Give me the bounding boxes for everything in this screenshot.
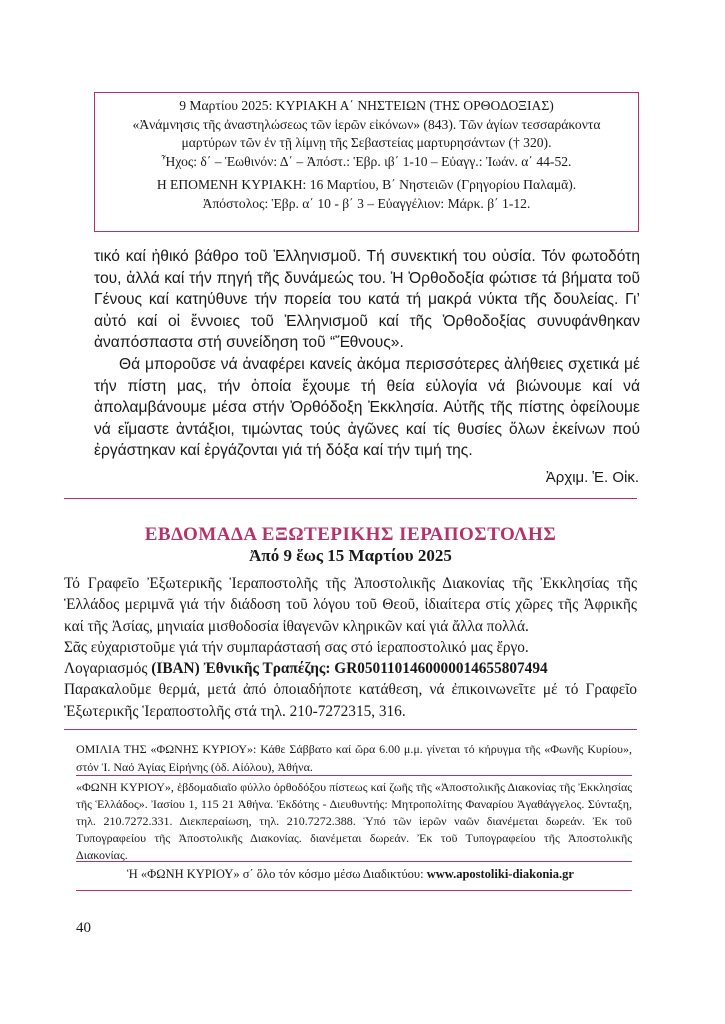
account-iban: (IBAN) Ἐθνικῆς Τραπέζης: GR0501101460000014655807494 [151, 660, 548, 678]
mission-subtitle: Ἀπό 9 ἕως 15 Μαρτίου 2025 [249, 546, 452, 565]
next-sunday-line: Η ΕΠΟΜΕΝΗ ΚΥΡΙΑΚΗ: 16 Μαρτίου, Β΄ Νηστειῶν (Γρηγορίου Παλαμᾶ). [156, 177, 577, 193]
mission-account [64, 658, 637, 679]
article-signature: Ἀρχιμ. Ἑ. Οἰκ. [545, 469, 639, 486]
calendar-readings-line: Ἦχος: δ΄ – Ἑωθινόν: Δ΄ – Ἀπόστ.: Ἑβρ. ιβ΄ 1-10 – Εὐαγγ.: Ἰωάν. α΄ 44-52. [161, 153, 572, 169]
footer-bottom-divider [76, 890, 632, 891]
website-link[interactable]: www.apostoliki-diakonia.gr [426, 867, 574, 881]
sermon-note: ΟΜΙΛΙΑ ΤΗΣ «ΦΩΝΗΣ ΚΥΡΙΟΥ»: Κάθε Σάββατο καί ὥρα 6.00 μ.μ. γίνεται τό κήρυγμα τῆς «Φωνῆς Κυρίου», στόν Ἱ. Ναό Ἁγίας Εἰρήνης (ὁδ. Αἰόλου), Ἀθήνα. [76, 742, 632, 774]
article-paragraph: Θά μποροῦσε νά ἀναφέρει κανείς ἀκόμα περισσότερες ἀλήθειες σχετικά μέ τήν πίστη μας, τήν ὁποία ἔχουμε τή θεία εὐλογία νά βιώνουμε καί νά ἀπολαμβάνουμε μέσα στήν Ὀρθόδοξη Ἐκκλησία. Αὐτῆς τῆς πίστης ὀφείλουμε νά εἴμαστε ἀντάξιοι, τιμώντας τούς ἀγῶνες καί τίς θυσίες ὅλων ἐκείνων πού ἐργάστηκαν καί ἐργάζονται γιά τή δόξα καί τήν τιμή της. [94, 355, 640, 460]
article-paragraph: τικό καί ἠθικό βάθρο τοῦ Ἑλληνισμοῦ. Τή συνεκτική του οὐσία. Τόν φωτοδότη του, ἀλλά καί τήν πηγή τῆς δυνάμεώς του. Ἡ Ὀρθοδοξία φώτισε τά βήματα τοῦ Γένους καί κατηύθυνε τήν πορεία του κατά τή μακρά νύκτα τῆς δουλείας. Γι’ αὐτό καί οἱ ἔννοιες τοῦ Ἑλληνισμοῦ καί τῆς Ὀρθοδοξίας συνυφάνθηκαν ἀναπόσπαστα στή συνείδηση τοῦ “Ἔθνους». [94, 248, 640, 352]
mission-title: ΕΒΔΟΜΑΔΑ ΕΞΩΤΕΡΙΚΗΣ ΙΕΡΑΠΟΣΤΟΛΗΣ [144, 524, 557, 545]
footer-inner-divider [76, 861, 632, 862]
calendar-feast-line: «Ἀνάμνησις τῆς ἀναστηλώσεως τῶν ἱερῶν εἰκόνων» (843). Τῶν ἁγίων τεσσαράκοντα [132, 116, 601, 132]
publisher-note: «ΦΩΝΗ ΚΥΡΙΟΥ», ἑβδομαδιαῖο φύλλο ὀρθοδόξου πίστεως καί ζωῆς τῆς «Ἀποστολικῆς Διακονίας τῆς Ἐκκλησίας τῆς Ἑλλάδος». Ἰασίου 1, 115 21 Ἀθήνα. Ἐκδότης - Διευθυντής: Μητροπολίτης Φαναρίου Ἀγαθάγγελος. Σύνταξη, τηλ. 210.7272.331. Διεκπεραίωση, τηλ. 210.7272.388. Ὑπό τῶν ἱερῶν ναῶν διανέμεται δωρεάν. Ἐκ τοῦ Τυπογραφείου τῆς Ἀποστολικῆς Διακονίας. διανέμεται δωρεάν. Ἐκ τοῦ Τυπογραφείου τῆς Ἀποστολικῆς Διακονίας. [76, 780, 632, 862]
calendar-box [94, 92, 639, 232]
mission-text: Τό Γραφεῖο Ἐξωτερικῆς Ἱεραποστολῆς τῆς Ἀποστολικῆς Διακονίας τῆς Ἐκκλησίας τῆς Ἑλλάδος μεριμνᾶ γιά τήν διάδοση τοῦ λόγου τοῦ Θεοῦ, ἰδιαίτερα στίς χῶρες τῆς Ἀφρικῆς καί τῆς Ἀσίας, μηνιαία μισθοδοσία ἰθαγενῶν κληρικῶν καί γιά ἄλλα πολλά. [64, 575, 637, 635]
calendar-date-line: 9 Μαρτίου 2025: ΚΥΡΙΑΚΗ Α΄ ΝΗΣΤΕΙΩΝ (ΤΗΣ ΟΡΘΟΔΟΞΙΑΣ) [179, 98, 554, 113]
section-divider [64, 498, 637, 499]
web-note [64, 867, 637, 882]
article-text [94, 246, 640, 462]
web-note-text: Ἡ «ΦΩΝΗ ΚΥΡΙΟΥ» σ΄ ὅλο τόν κόσμο μέσω Διαδικτύου: [127, 867, 427, 881]
next-sunday-readings-line: Ἀπόστολος: Ἑβρ. α΄ 10 - β΄ 3 – Εὐαγγέλιον: Μάρκ. β΄ 1-12. [202, 195, 531, 211]
mission-contact: Παρακαλοῦμε θερμά, μετά ἀπό ὁποιαδήποτε κατάθεση, νά ἐπικοινωνεῖτε μέ τό Γραφεῖο Ἐξωτερικῆς Ἱεραποστολῆς στά τηλ. 210-7272315, 316. [64, 681, 637, 720]
mission-body [64, 573, 637, 722]
page-number: 40 [76, 920, 91, 936]
calendar-martyrs-line: μαρτύρων τῶν ἐν τῇ λίμνῃ τῆς Σεβαστείας μαρτυρησάντων († 320). [181, 135, 552, 151]
footer-divider [64, 729, 637, 730]
mission-thanks: Σᾶς εὐχαριστοῦμε γιά τήν συμπαράστασή σας στό ἱεραποστολικό μας ἔργο. [64, 638, 529, 656]
footer-inner-divider [76, 775, 632, 776]
account-label: Λογαριασμός [64, 660, 152, 678]
